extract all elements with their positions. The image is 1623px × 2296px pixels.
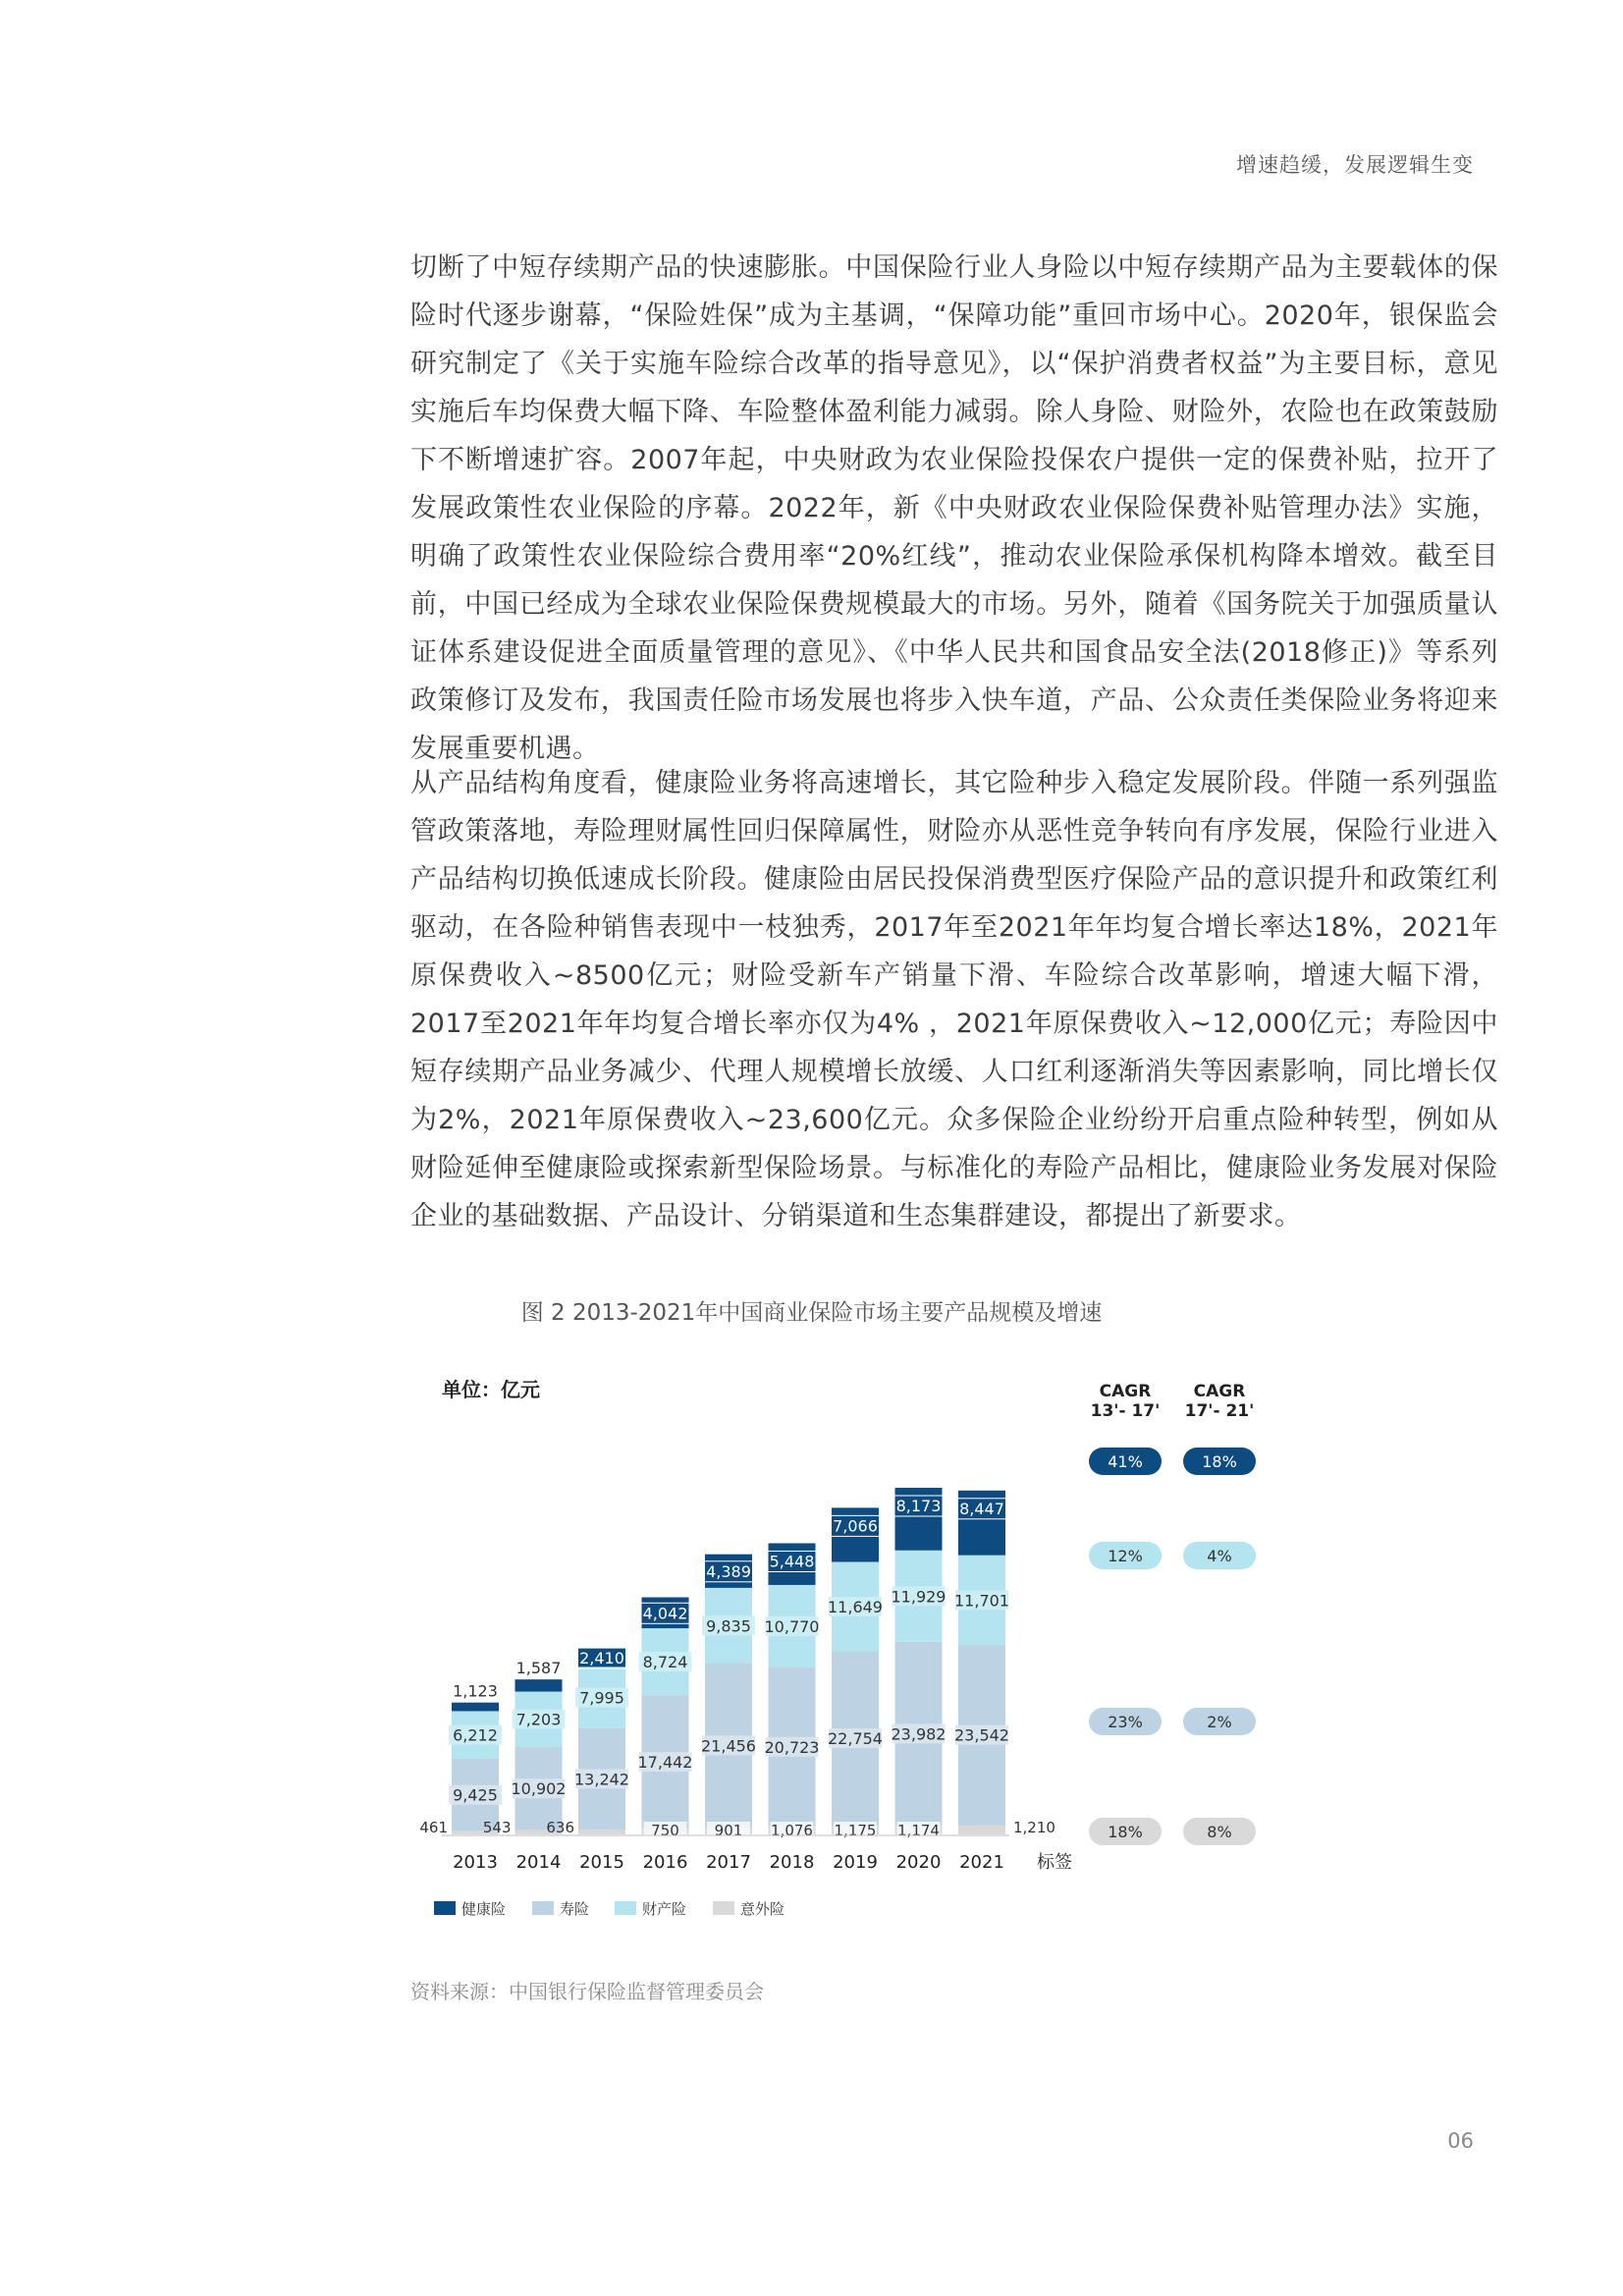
stacked-bar-chart (403, 1345, 1502, 1935)
legend-swatch (434, 1901, 456, 1915)
bar-segment-3-2013 (452, 1703, 499, 1712)
cagr-value: 4% (1207, 1547, 1232, 1565)
data-label-life: 23,542 (954, 1725, 1009, 1745)
legend-swatch (532, 1901, 554, 1915)
data-label-accident: 750 (651, 1822, 679, 1839)
data-label-life: 23,982 (891, 1724, 947, 1744)
body-paragraph-2 (410, 759, 1498, 1240)
source-note: 资料来源：中国银行保险监督管理委员会 (410, 1980, 764, 2003)
data-label-health: 1,587 (515, 1659, 562, 1678)
paragraph-text: 从产品结构角度看，健康险业务将高速增长，其它险种步入稳定发展阶段。伴随一系列强监管政策落地，寿险理财属性回归保障属性，财险亦从恶性竞争转向有序发展，保险行业进入产品结构切换低速成长阶段。健康险由居民投保消费型医疗保险产品的意识提升和政策红利驱动，在各险种销售表现中一枝独秀，2017年至2021年年均复合增长率达18%，2021年原保费收入~8500亿元；财险受新车产销量下滑、车险综合改革影响，增速大幅下滑，2017至2021年年均复合增长率亦仅为4% ，2021年原保费收入~12,000亿元；寿险因中短存续期产品业务减少、代理人规模增长放缓、人口红利逐渐消失等因素影响，同比增长仅为2%，2021年原保费收入~23,600亿元。众多保险企业纷纷开启重点险种转型，例如从财险延伸至健康险或探索新型保险场景。与标准化的寿险产品相比，健康险业务发展对保险企业的基础数据、产品设计、分销渠道和生态集群建设，都提出了新要求。 (410, 768, 1498, 1231)
data-label-accident: 1,076 (771, 1822, 813, 1839)
data-label-accident: 543 (482, 1819, 512, 1836)
data-label-property: 11,929 (891, 1587, 947, 1607)
page-number: 06 (1447, 2129, 1474, 2153)
data-label-accident: 1,175 (834, 1822, 877, 1839)
bar-segment-0-2021 (958, 1826, 1005, 1834)
cagr-header-line2: 13'- 17' (1090, 1401, 1161, 1421)
cagr-value: 8% (1207, 1823, 1232, 1841)
unit-label: 单位：亿元 (442, 1378, 540, 1401)
data-label-property: 11,649 (828, 1597, 883, 1616)
data-label-life: 21,456 (701, 1736, 756, 1756)
data-label-life: 22,754 (828, 1729, 883, 1749)
data-label-accident: 461 (419, 1819, 448, 1836)
legend-label: 健康险 (461, 1900, 507, 1918)
cagr-value: 23% (1108, 1713, 1143, 1731)
data-label-health: 8,447 (959, 1499, 1004, 1518)
data-label-life: 13,242 (574, 1770, 629, 1789)
data-label-life: 17,442 (637, 1753, 693, 1773)
data-label-life: 10,902 (511, 1779, 567, 1799)
cagr-header-line1: CAGR (1099, 1382, 1152, 1401)
data-label-property: 7,995 (579, 1688, 624, 1708)
cagr-value: 41% (1108, 1452, 1143, 1471)
bar-segment-3-2014 (515, 1679, 563, 1691)
x-tick-label: 2021 (959, 1852, 1004, 1873)
data-label-property: 10,770 (764, 1616, 820, 1636)
x-tick-label: 2014 (515, 1852, 562, 1873)
x-tick-label: 2018 (769, 1852, 815, 1873)
data-label-health: 7,066 (833, 1516, 878, 1536)
cagr-header-line2: 17'- 21' (1184, 1401, 1255, 1421)
cagr-value: 2% (1207, 1713, 1232, 1731)
running-header: 增速趋缓，发展逻辑生变 (1236, 153, 1474, 177)
data-label-property: 9,835 (706, 1616, 751, 1636)
x-tick-label: 2015 (579, 1852, 624, 1873)
data-label-property: 7,203 (515, 1710, 562, 1729)
data-label-property: 8,724 (642, 1653, 688, 1672)
legend-label: 寿险 (560, 1900, 590, 1918)
data-label-health: 4,389 (706, 1561, 751, 1581)
data-label-health: 1,123 (453, 1681, 498, 1701)
bar-segment-0-2015 (578, 1830, 625, 1834)
data-label-property: 6,212 (453, 1725, 498, 1745)
data-label-health: 4,042 (642, 1604, 688, 1623)
figure-title: 图 2 2013-2021年中国商业保险市场主要产品规模及增速 (520, 1300, 1103, 1326)
x-tick-label: 2013 (453, 1852, 498, 1873)
cagr-value: 18% (1202, 1452, 1237, 1471)
label-column-header: 标签 (1037, 1852, 1072, 1873)
data-label-accident: 1,210 (1013, 1819, 1055, 1836)
cagr-value: 18% (1108, 1823, 1143, 1841)
paragraph-text: 切断了中短存续期产品的快速膨胀。中国保险行业人身险以中短存续期产品为主要载体的保险时代逐步谢幕，“保险姓保”成为主基调，“保障功能”重回市场中心。2020年，银保监会研究制定了《关于实施车险综合改革的指导意见》，以“保护消费者权益”为主要目标，意见实施后车均保费大幅下降、车险整体盈利能力减弱。除人身险、财险外，农险也在政策鼓励下不断增速扩容。2007年起，中央财政为农业保险投保农户提供一定的保费补贴，拉开了发展政策性农业保险的序幕。2022年，新《中央财政农业保险保费补贴管理办法》实施，明确了政策性农业保险综合费用率“20%红线”，推动农业保险承保机构降本增效。截至目前，中国已经成为全球农业保险保费规模最大的市场。另外，随着《国务院关于加强质量认证体系建设促进全面质量管理的意见》、《中华人民共和国食品安全法(2018修正)》等系列政策修订及发布，我国责任险市场发展也将步入快车道，产品、公众责任类保险业务将迎来发展重要机遇。 (410, 252, 1498, 764)
cagr-header-line1: CAGR (1193, 1382, 1246, 1401)
cagr-value: 12% (1108, 1547, 1143, 1565)
data-label-life: 20,723 (764, 1737, 820, 1757)
legend-label: 财产险 (642, 1900, 687, 1918)
x-tick-label: 2020 (895, 1852, 942, 1873)
legend-swatch (615, 1901, 636, 1915)
data-label-accident: 1,174 (897, 1822, 940, 1839)
data-label-accident: 901 (714, 1822, 743, 1839)
data-label-life: 9,425 (453, 1785, 498, 1805)
x-tick-label: 2016 (642, 1852, 688, 1873)
x-tick-label: 2017 (706, 1852, 751, 1873)
body-paragraph-1 (410, 244, 1498, 773)
data-label-accident: 636 (546, 1819, 574, 1836)
x-tick-label: 2019 (833, 1852, 878, 1873)
legend-swatch (713, 1901, 734, 1915)
data-label-property: 11,701 (954, 1591, 1009, 1611)
legend-label: 意外险 (740, 1900, 785, 1918)
data-label-health: 5,448 (769, 1552, 815, 1571)
data-label-health: 8,173 (895, 1496, 942, 1515)
data-label-health: 2,410 (579, 1648, 624, 1667)
